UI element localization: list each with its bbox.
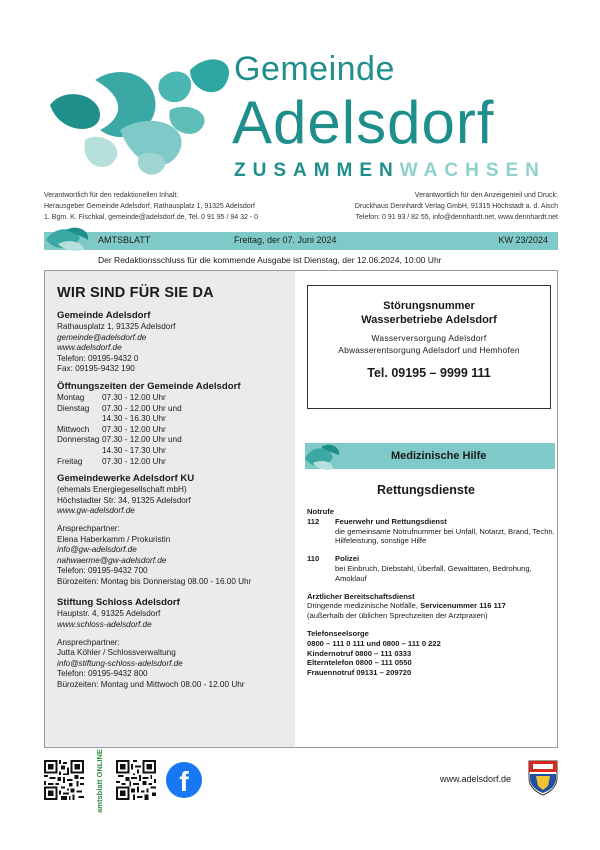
fault-hotline-phone: Tel. 09195 – 9999 111 — [367, 366, 491, 380]
hours-row — [57, 414, 295, 425]
emergency-title: Feuerwehr und Rettungsdienst — [335, 516, 447, 526]
rescue-services-heading: Rettungsdienste — [377, 483, 475, 497]
doctor-service-line — [307, 601, 555, 611]
hours-row — [57, 393, 295, 404]
gemeinde-web-link[interactable]: www.adelsdorf.de — [57, 343, 122, 353]
doctor-service-title: Ärztlicher Bereitschaftsdienst — [307, 591, 415, 601]
emergency-description: die gemeinsame Notrufnummer bei Unfall, Notarzt, Brand, Techn. Hilfeleistung, sonstige Hilfe — [335, 526, 555, 546]
fault-hotline-subtitle: Wasserbetriebe Adelsdorf — [361, 314, 497, 326]
hours-row — [57, 435, 295, 446]
hours-day: Dienstag — [57, 403, 90, 413]
imprint-advertising-line: Verantwortlich für den Anzeigenteil und Druck: — [414, 192, 558, 199]
website-link[interactable]: www.adelsdorf.de — [440, 774, 512, 784]
emergency-description: bei Einbruch, Diebstahl, Überfall, Gewalttaten, Bedrohung, Amoklauf — [335, 563, 532, 583]
bar-swirl-decoration — [44, 224, 96, 252]
telefonseelsorge-title: Telefonseelsorge — [307, 628, 369, 638]
medical-help-label: Medizinische Hilfe — [391, 450, 487, 462]
stiftung-contact-label: Ansprechpartner: — [57, 637, 120, 647]
emergency-number: 110 — [307, 554, 320, 564]
hours-time: 07.30 - 12.00 Uhr und — [102, 403, 182, 413]
imprint-editorial-line: Herausgeber Gemeinde Adelsdorf, Rathausplatz 1, 91325 Adelsdorf — [44, 203, 255, 210]
werke-title: Gemeindewerke Adelsdorf KU — [57, 473, 195, 485]
imprint-advertising-line: Telefon: 0 91 93 / 82 55, info@dennhardt.net, www.dennhardt.net — [355, 214, 558, 221]
opening-hours-title: Öffnungszeiten der Gemeinde Adelsdorf — [57, 380, 241, 392]
hours-row — [57, 446, 295, 457]
notrufe-label: Notrufe — [307, 507, 334, 516]
fault-hotline-title: Störungsnummer — [383, 300, 475, 312]
imprint-editorial-line: Verantwortlich für den redaktionellen Inhalt: — [44, 192, 179, 199]
werke-address: Höchstadter Str. 34, 91325 Adelsdorf — [57, 495, 191, 505]
werke-office-hours: Bürozeiten: Montag bis Donnerstag 08.00 - 16.00 Uhr — [57, 576, 252, 586]
hours-day: Donnerstag — [57, 435, 100, 445]
amtsblatt-online-text: amtsblatt ONLINE — [95, 749, 104, 813]
opening-hours-table — [57, 393, 295, 467]
telefonseelsorge-numbers: 0800 – 111 0 111 und 0800 – 111 0 222 — [307, 638, 441, 648]
hours-day — [57, 446, 102, 457]
hours-time: 07.30 - 12.00 Uhr — [102, 424, 166, 434]
werke-contact-label: Ansprechpartner: — [57, 523, 120, 533]
elterntelefon: Elterntelefon 0800 – 111 0550 — [307, 658, 412, 668]
kindernotruf: Kindernotruf 0800 – 111 0333 — [307, 648, 412, 658]
hours-time: 07.30 - 12.00 Uhr — [102, 456, 166, 466]
facebook-icon[interactable]: f — [166, 762, 202, 798]
hours-time: 07.30 - 12.00 Uhr und — [102, 435, 182, 445]
stiftung-office-hours: Bürozeiten: Montag und Mittwoch 08.00 - 12.00 Uhr — [57, 680, 245, 690]
main-content-frame — [44, 270, 558, 748]
medical-bar-swirl-decoration — [303, 441, 343, 471]
coat-of-arms-icon — [528, 760, 558, 796]
hours-time: 14.30 - 16.30 Uhr — [102, 414, 166, 424]
brand-gemeinde: Gemeinde — [234, 50, 395, 88]
emergency-title: Polizei — [335, 554, 360, 564]
info-column — [295, 271, 557, 747]
werke-nahwaerme-email-link[interactable]: nahwaerme@gw-adelsdorf.de — [57, 555, 167, 565]
tagline-zusammen: ZUSAMMEN — [234, 160, 400, 181]
contact-heading: WIR SIND FÜR SIE DA — [57, 285, 214, 301]
hours-day: Mittwoch — [57, 424, 90, 434]
hours-day: Freitag — [57, 456, 83, 466]
doctor-service-text: Dringende medizinische Notfälle, — [307, 601, 421, 611]
doctor-service-hours: (außerhalb der üblichen Sprechzeiten der Arztpraxen) — [307, 611, 488, 621]
gemeinde-address: Rathausplatz 1, 91325 Adelsdorf — [57, 322, 176, 331]
stiftung-phone: Telefon: 09195-9432 800 — [57, 669, 148, 679]
hours-time: 14.30 - 17.30 Uhr — [102, 445, 166, 455]
amtsblatt-bar — [44, 232, 558, 250]
werke-contact-name: Elena Haberkamm / Prokuristin — [57, 534, 171, 544]
qr-code-icon[interactable] — [116, 760, 156, 800]
tagline-wachsen: WACHSEN — [399, 160, 546, 181]
frauennotruf: Frauennotruf 09131 – 209720 — [307, 668, 412, 678]
imprint-editorial-line: 1. Bgm. K. Fischkal, gemeinde@adelsdorf.de, Tel. 0 91 95 / 94 32 - 0 — [44, 214, 258, 221]
emergency-numbers — [307, 507, 555, 678]
gemeinde-title: Gemeinde Adelsdorf — [57, 310, 151, 321]
gemeinde-email-link[interactable]: gemeinde@adelsdorf.de — [57, 332, 147, 342]
tagline — [234, 160, 546, 182]
emergency-number: 112 — [307, 516, 320, 526]
stiftung-title: Stiftung Schloss Adelsdorf — [57, 597, 180, 609]
hours-day — [57, 414, 102, 425]
werke-phone: Telefon: 09195-9432 700 — [57, 566, 148, 576]
werke-email-link[interactable]: info@gw-adelsdorf.de — [57, 545, 137, 555]
contact-column — [45, 271, 295, 747]
imprint-editorial — [44, 190, 258, 223]
hours-row — [57, 404, 295, 415]
issue-date: Freitag, der 07. Juni 2024 — [234, 235, 337, 245]
brand-adelsdorf: Adelsdorf — [232, 89, 495, 156]
fault-hotline-box — [307, 285, 551, 409]
emergency-row-110 — [307, 554, 555, 583]
calendar-week: KW 23/2024 — [498, 235, 548, 245]
amtsblatt-online-label — [88, 749, 112, 813]
emergency-row-112 — [307, 517, 555, 546]
fault-hotline-sewage: Abwasserentsorgung Adelsdorf und Hemhofen — [338, 345, 520, 355]
hours-row — [57, 425, 295, 436]
doctor-service-number: Servicenummer 116 117 — [420, 601, 506, 611]
gemeinde-phone: Telefon: 09195-9432 0 — [57, 353, 139, 363]
gemeinde-fax: Fax: 09195-9432 190 — [57, 364, 135, 374]
werke-former-name: (ehemals Energiegesellschaft mbH) — [57, 485, 187, 495]
stiftung-address: Hauptstr. 4, 91325 Adelsdorf — [57, 609, 161, 619]
hours-day: Montag — [57, 392, 85, 402]
werke-web-link[interactable]: www.gw-adelsdorf.de — [57, 506, 135, 516]
imprint-advertising-line: Druckhaus Dennhardt Verlag GmbH, 91315 Höchstadt a. d. Aisch — [354, 203, 558, 210]
stiftung-contact-name: Jutta Köhler / Schlossverwaltung — [57, 648, 176, 658]
editorial-deadline: Der Redaktionsschluss für die kommende Ausgabe ist Dienstag, der 12.06.2024, 10:00 Uhr — [98, 255, 442, 265]
gemeinde-logo-swirl — [40, 50, 240, 180]
hours-time: 07.30 - 12.00 Uhr — [102, 392, 166, 402]
stiftung-email-link[interactable]: info@stiftung-schloss-adelsdorf.de — [57, 658, 183, 668]
qr-code-icon[interactable] — [44, 760, 84, 800]
amtsblatt-label: AMTSBLATT — [98, 235, 151, 245]
hours-row — [57, 457, 295, 468]
stiftung-web-link[interactable]: www.schloss-adelsdorf.de — [57, 620, 152, 630]
imprint-advertising — [355, 190, 558, 223]
fault-hotline-water: Wasserversorgung Adelsdorf — [371, 333, 487, 343]
